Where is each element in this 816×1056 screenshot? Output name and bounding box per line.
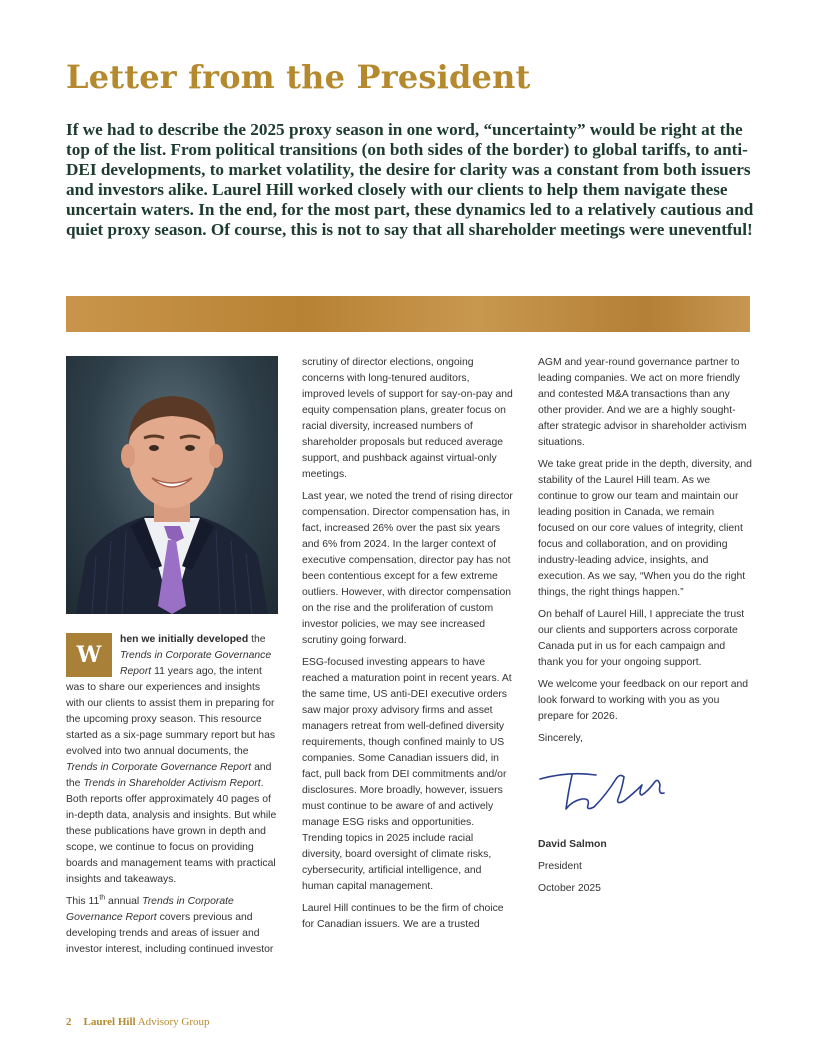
column-3 [538,355,752,903]
page-footer [66,1016,210,1028]
col3-paragraph-1: AGM and year-round governance partner to leading companies. We act on more friendly and contested M&A transactions than any other provider. And we are a highly sought-after strategic advisor in shareholder activism situations. [538,357,747,448]
col3-paragraph-2: We take great pride in the depth, diversity, and stability of the Laurel Hill team. As we continue to grow our team and maintain our leading position in Canada, we remain focused on our core values of integrity, client focus and collaboration, and on providing industry-leading advice, insights, and execution. As we say, “When you do the right things, the right things happen.” [538,459,752,598]
portrait-photo [66,356,278,614]
col1-p1-title-2: Trends in Corporate Governance Report [66,762,252,773]
col1-p1-text-c: and the [66,762,272,789]
column-2 [302,355,514,939]
ordinal-suffix: th [99,894,106,902]
page-title: Letter from the President [66,58,531,96]
signature [538,765,678,817]
drop-cap: W [66,633,112,677]
footer-brand: Laurel Hill [83,1016,136,1028]
col1-p1-title-3: Trends in Shareholder Activism Report [83,778,261,789]
col1-paragraph-1 [66,632,280,888]
footer-brand-suffix: Advisory Group [135,1016,210,1028]
col2-paragraph-4: Laurel Hill continues to be the firm of choice for Canadian issuers. We are a trusted [302,903,504,930]
lead-in: hen we initially developed [120,634,249,645]
closing: Sincerely, [538,733,583,744]
col1-p1-text-b: 11 years ago, the intent was to share our experiences and insights with our clients to assist them in preparing for the upcoming proxy season. This resource started as a six-page summary report but has evolved into two annual documents, the [66,666,276,757]
col3-paragraph-3: On behalf of Laurel Hill, I appreciate the trust our clients and supporters across corporate Canada put in us for each campaign and thank you for your ongoing support. [538,609,745,668]
col3-paragraph-4: We welcome your feedback on our report and look forward to working with you as you prepare for 2026. [538,679,749,722]
signer-title: President [538,861,582,872]
portrait-illustration [66,356,278,614]
col1-p2-text-c: covers previous and developing trends and areas of issuer and investor interest, including continued investor [66,912,274,955]
signer-name: David Salmon [538,839,607,850]
intro-paragraph: If we had to describe the 2025 proxy season in one word, “uncertainty” would be right at the top of the list. From political transitions (on both sides of the border) to global tariffs, to anti-DEI developments, to market volatility, the desire for clarity was a constant from both issuers and investors alike. Laurel Hill worked closely with our clients to help them navigate these uncertain waters. In the end, for the most part, these dynamics led to a relatively cautious and quiet proxy season. Of course, this is not to say that all shareholder meetings were uneventful! [66,120,754,239]
col1-p1-text-d: . Both reports offer approximately 40 pages of in-depth data, analysis and insights. But while these publications have grown in depth and scope, we continue to focus on providing boards and management teams with practical insights and takeaways. [66,778,277,885]
col1-paragraph-2 [66,894,280,958]
letter-date: October 2025 [538,883,601,894]
col1-p1-text-a: the [248,634,266,645]
col1-p2-title: Trends in Corporate Governance Report [66,896,234,923]
page-number: 2 [66,1016,72,1028]
decorative-gold-band [66,296,750,332]
col2-paragraph-3: ESG-focused investing appears to have reached a maturation point in recent years. At the same time, US anti-DEI executive orders saw major proxy advisory firms and asset managers retreat from well-defined diversity requirements, though confined mainly to US companies. Some Canadian issuers did, in fact, pull back from DEI commitments and/or disclosures. More broadly, however, issuers must continue to be aware of and actively manage ESG risks and opportunities. Trending topics in 2025 include racial diversity, board oversight of climate risks, cybersecurity, artificial intelligence, and human capital management. [302,657,512,892]
column-1 [66,632,280,964]
col2-paragraph-1: scrutiny of director elections, ongoing concerns with long-tenured auditors, improved levels of support for say-on-pay and equity compensation plans, greater focus on racial diversity, increased numbers of shareholder proposals but reduced average support, and pushback against virtual-only meetings. [302,357,513,480]
col1-p1-title-1: Trends in Corporate Governance Report [120,650,272,677]
col1-p2-text-b: annual [105,896,143,907]
col1-p2-text-a: This 11 [66,896,100,907]
col2-paragraph-2: Last year, we noted the trend of rising director compensation. Director compensation has, in fact, increased 26% over the past six years and 6% from 2024. In the larger context of executive compensation, director pay has not been contentious except for a few extreme outliers. However, with director compensation on the rise and the proliferation of custom investor policies, we may see increased scrutiny going forward. [302,491,513,646]
